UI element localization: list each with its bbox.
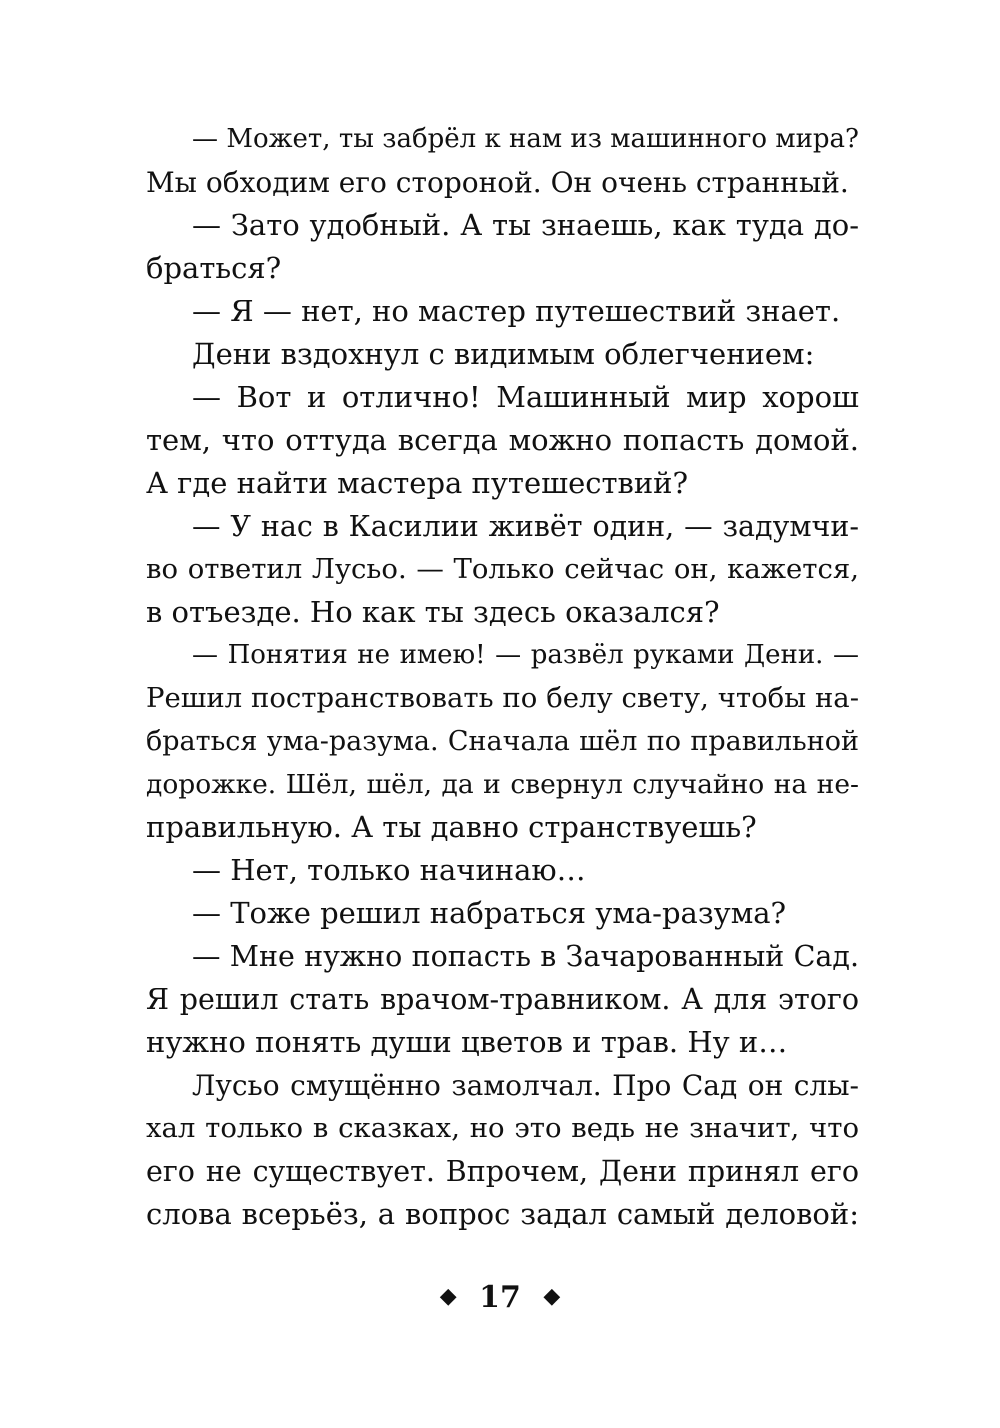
text-line: во ответил Лусьо. — Только сейчас он, кажется, <box>146 553 859 585</box>
text-line: в отъезде. Но как ты здесь оказался? <box>146 595 720 629</box>
text-line: — Нет, только начинаю… <box>192 853 586 887</box>
text-line: дорожке. Шёл, шёл, да и свернул случайно на не- <box>146 769 859 800</box>
text-line: А где найти мастера путешествий? <box>146 466 689 500</box>
diamond-left-icon: ◆ <box>439 1283 457 1309</box>
text-line: Решил постранствовать по белу свету, чтобы на- <box>146 682 859 714</box>
text-line: браться ума-разума. Сначала шёл по правильной <box>146 726 859 757</box>
text-line: — У нас в Касилии живёт один, — задумчи- <box>192 510 859 543</box>
text-line: — Зато удобный. А ты знаешь, как туда до- <box>192 208 859 242</box>
text-line: его не существует. Впрочем, Дени принял его <box>146 1155 859 1188</box>
text-line: правильную. А ты давно странствуешь? <box>146 810 757 844</box>
text-line: — Мне нужно попасть в Зачарованный Сад. <box>192 940 859 973</box>
text-line: слова всерьёз, а вопрос задал самый деловой: <box>146 1197 859 1231</box>
text-line: Лусьо смущённо замолчал. Про Сад он слы- <box>192 1069 859 1102</box>
page-footer <box>0 1278 1000 1319</box>
diamond-right-icon: ◆ <box>543 1283 561 1309</box>
text-line: тем, что оттуда всегда можно попасть домой. <box>146 423 859 457</box>
text-line: — Вот и отлично! Машинный мир хорош <box>192 380 859 414</box>
text-line: Мы обходим его стороной. Он очень странный. <box>146 166 849 199</box>
text-line: — Тоже решил набраться ума-разума? <box>192 896 787 930</box>
text-line: — Я — нет, но мастер путешествий знает. <box>192 294 841 328</box>
text-line: Я решил стать врачом-травником. А для этого <box>146 983 859 1016</box>
text-line: — Может, ты забрёл к нам из машинного мира? <box>192 124 859 154</box>
text-line: нужно понять души цветов и трав. Ну и… <box>146 1025 788 1059</box>
text-line: браться? <box>146 251 282 285</box>
text-line: — Понятия не имею! — развёл руками Дени. — <box>192 640 859 670</box>
text-line: Дени вздохнул с видимым облегчением: <box>192 337 815 371</box>
page-number: 17 <box>479 1280 521 1315</box>
text-line: хал только в сказках, но это ведь не значит, что <box>146 1112 859 1144</box>
body-text <box>146 118 859 1236</box>
